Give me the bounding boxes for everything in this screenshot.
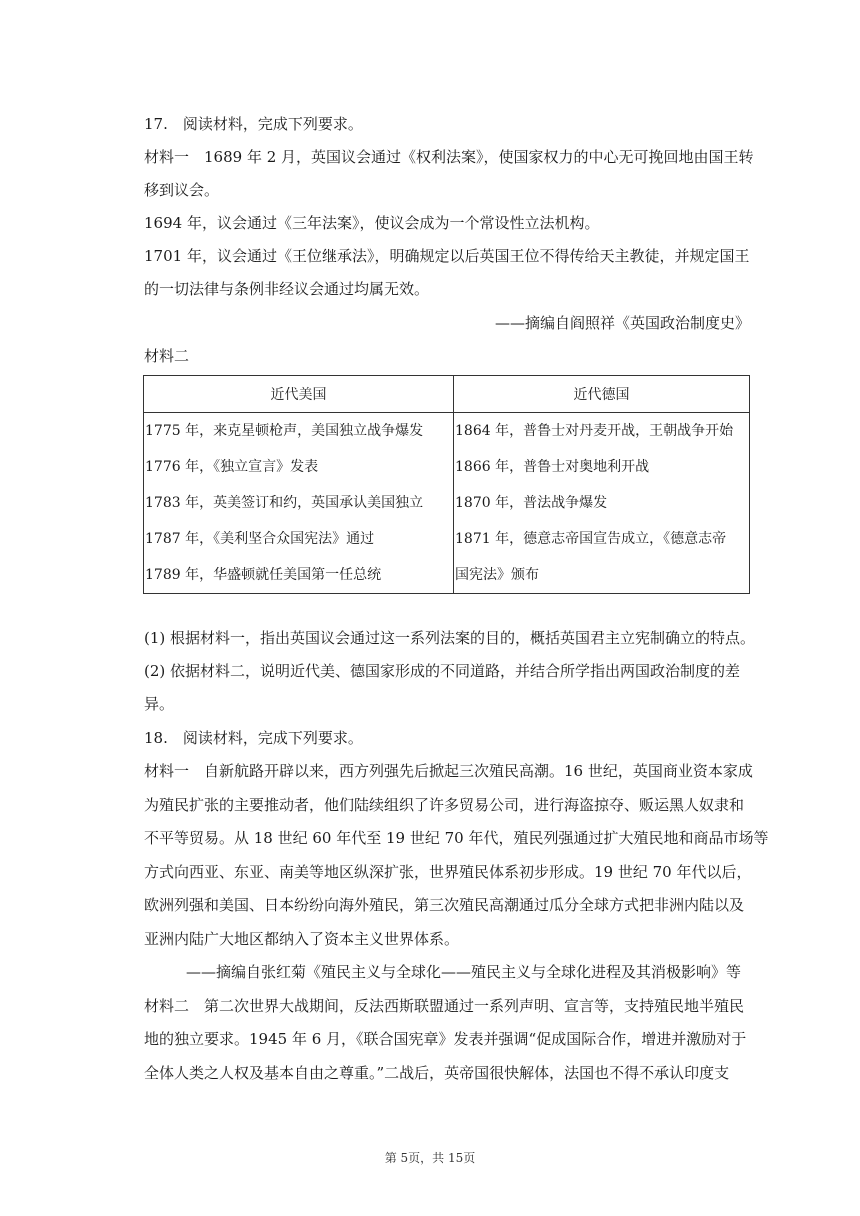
q18-material-2-line: 全体人类之人权及基本自由之尊重。”二战后，英帝国很快解体，法国也不得不承认印度支 — [144, 1064, 730, 1082]
table-row — [144, 413, 750, 594]
q17-material-1-line: 1701 年，议会通过《王位继承法》，明确规定以后英国王位不得传给天主教徒，并规定国王 — [144, 247, 750, 265]
q18-material-1-line: 欧洲列强和美国、日本纷纷向海外殖民，第三次殖民高潮通过瓜分全球方式把非洲内陆以及 — [144, 896, 745, 914]
usa-event: 1775 年，来克星顿枪声，美国独立战争爆发 — [145, 423, 424, 439]
q18-material-1-line: 材料一 自新航路开辟以来，西方列强先后掀起三次殖民高潮。16 世纪，英国商业资本家成 — [144, 762, 753, 780]
q18-material-1-line: 不平等贸易。从 18 世纪 60 年代至 19 世纪 70 年代，殖民列强通过扩大殖民地和商品市场等 — [144, 829, 769, 847]
q17-material-2-label: 材料二 — [144, 347, 190, 365]
q18-material-1-source: ——摘编自张红菊《殖民主义与全球化——殖民主义与全球化进程及其消极影响》等 — [186, 963, 742, 981]
usa-event: 1787 年，《美利坚合众国宪法》通过 — [145, 531, 375, 547]
page-footer: 第 5页，共 15页 — [384, 1151, 476, 1165]
question-17-title: 17. 阅读材料，完成下列要求。 — [144, 115, 363, 133]
q17-material-1-line: 1694 年，议会通过《三年法案》，使议会成为一个常设性立法机构。 — [144, 214, 600, 232]
comparison-table — [143, 375, 750, 594]
germany-event: 1866 年，普鲁士对奥地利开战 — [455, 459, 650, 475]
question-18-title: 18. 阅读材料，完成下列要求。 — [144, 729, 363, 747]
table-header-usa: 近代美国 — [144, 376, 454, 413]
q18-material-1-line: 为殖民扩张的主要推动者，他们陆续组织了许多贸易公司，进行海盗掠夺、贩运黑人奴隶和 — [144, 796, 745, 814]
table-header-row — [144, 376, 750, 413]
q17-material-1-source: ——摘编自阎照祥《英国政治制度史》 — [494, 314, 750, 332]
germany-events-cell — [454, 413, 750, 594]
q17-material-1-line: 材料一 1689 年 2 月，英国议会通过《权利法案》，使国家权力的中心无可挽回地由国王转 — [144, 148, 754, 166]
usa-events-cell — [144, 413, 454, 594]
germany-event: 1864 年，普鲁士对丹麦开战，王朝战争开始 — [455, 423, 734, 439]
usa-event: 1783 年，英美签订和约，英国承认美国独立 — [145, 495, 424, 511]
q18-material-1-line: 方式向西亚、东亚、南美等地区纵深扩张，世界殖民体系初步形成。19 世纪 70 年代以后， — [144, 863, 752, 881]
table-header-germany: 近代德国 — [454, 376, 750, 413]
q17-subquestion-1: (1) 根据材料一，指出英国议会通过这一系列法案的目的，概括英国君主立宪制确立的特点。 — [144, 629, 756, 647]
germany-event: 1870 年，普法战争爆发 — [455, 495, 608, 511]
q18-material-2-line: 地的独立要求。1945 年 6 月，《联合国宪章》发表并强调“促成国际合作，增进并激励对于 — [144, 1030, 747, 1048]
usa-event: 1776 年，《独立宣言》发表 — [145, 459, 319, 475]
usa-event: 1789 年，华盛顿就任美国第一任总统 — [145, 567, 382, 583]
q18-material-1-line: 亚洲内陆广大地区都纳入了资本主义世界体系。 — [144, 930, 460, 948]
q17-subquestion-2: 异。 — [144, 695, 175, 713]
germany-event: 国宪法》颁布 — [455, 567, 539, 583]
q17-material-1-line: 移到议会。 — [144, 181, 220, 199]
germany-event: 1871 年，德意志帝国宣告成立，《德意志帝 — [455, 531, 727, 547]
q18-material-2-line: 材料二 第二次世界大战期间，反法西斯联盟通过一系列声明、宣言等，支持殖民地半殖民 — [144, 997, 745, 1015]
q17-material-1-line: 的一切法律与条例非经议会通过均属无效。 — [144, 280, 430, 298]
q17-subquestion-2: (2) 依据材料二，说明近代美、德国家形成的不同道路，并结合所学指出两国政治制度的差 — [144, 662, 741, 680]
